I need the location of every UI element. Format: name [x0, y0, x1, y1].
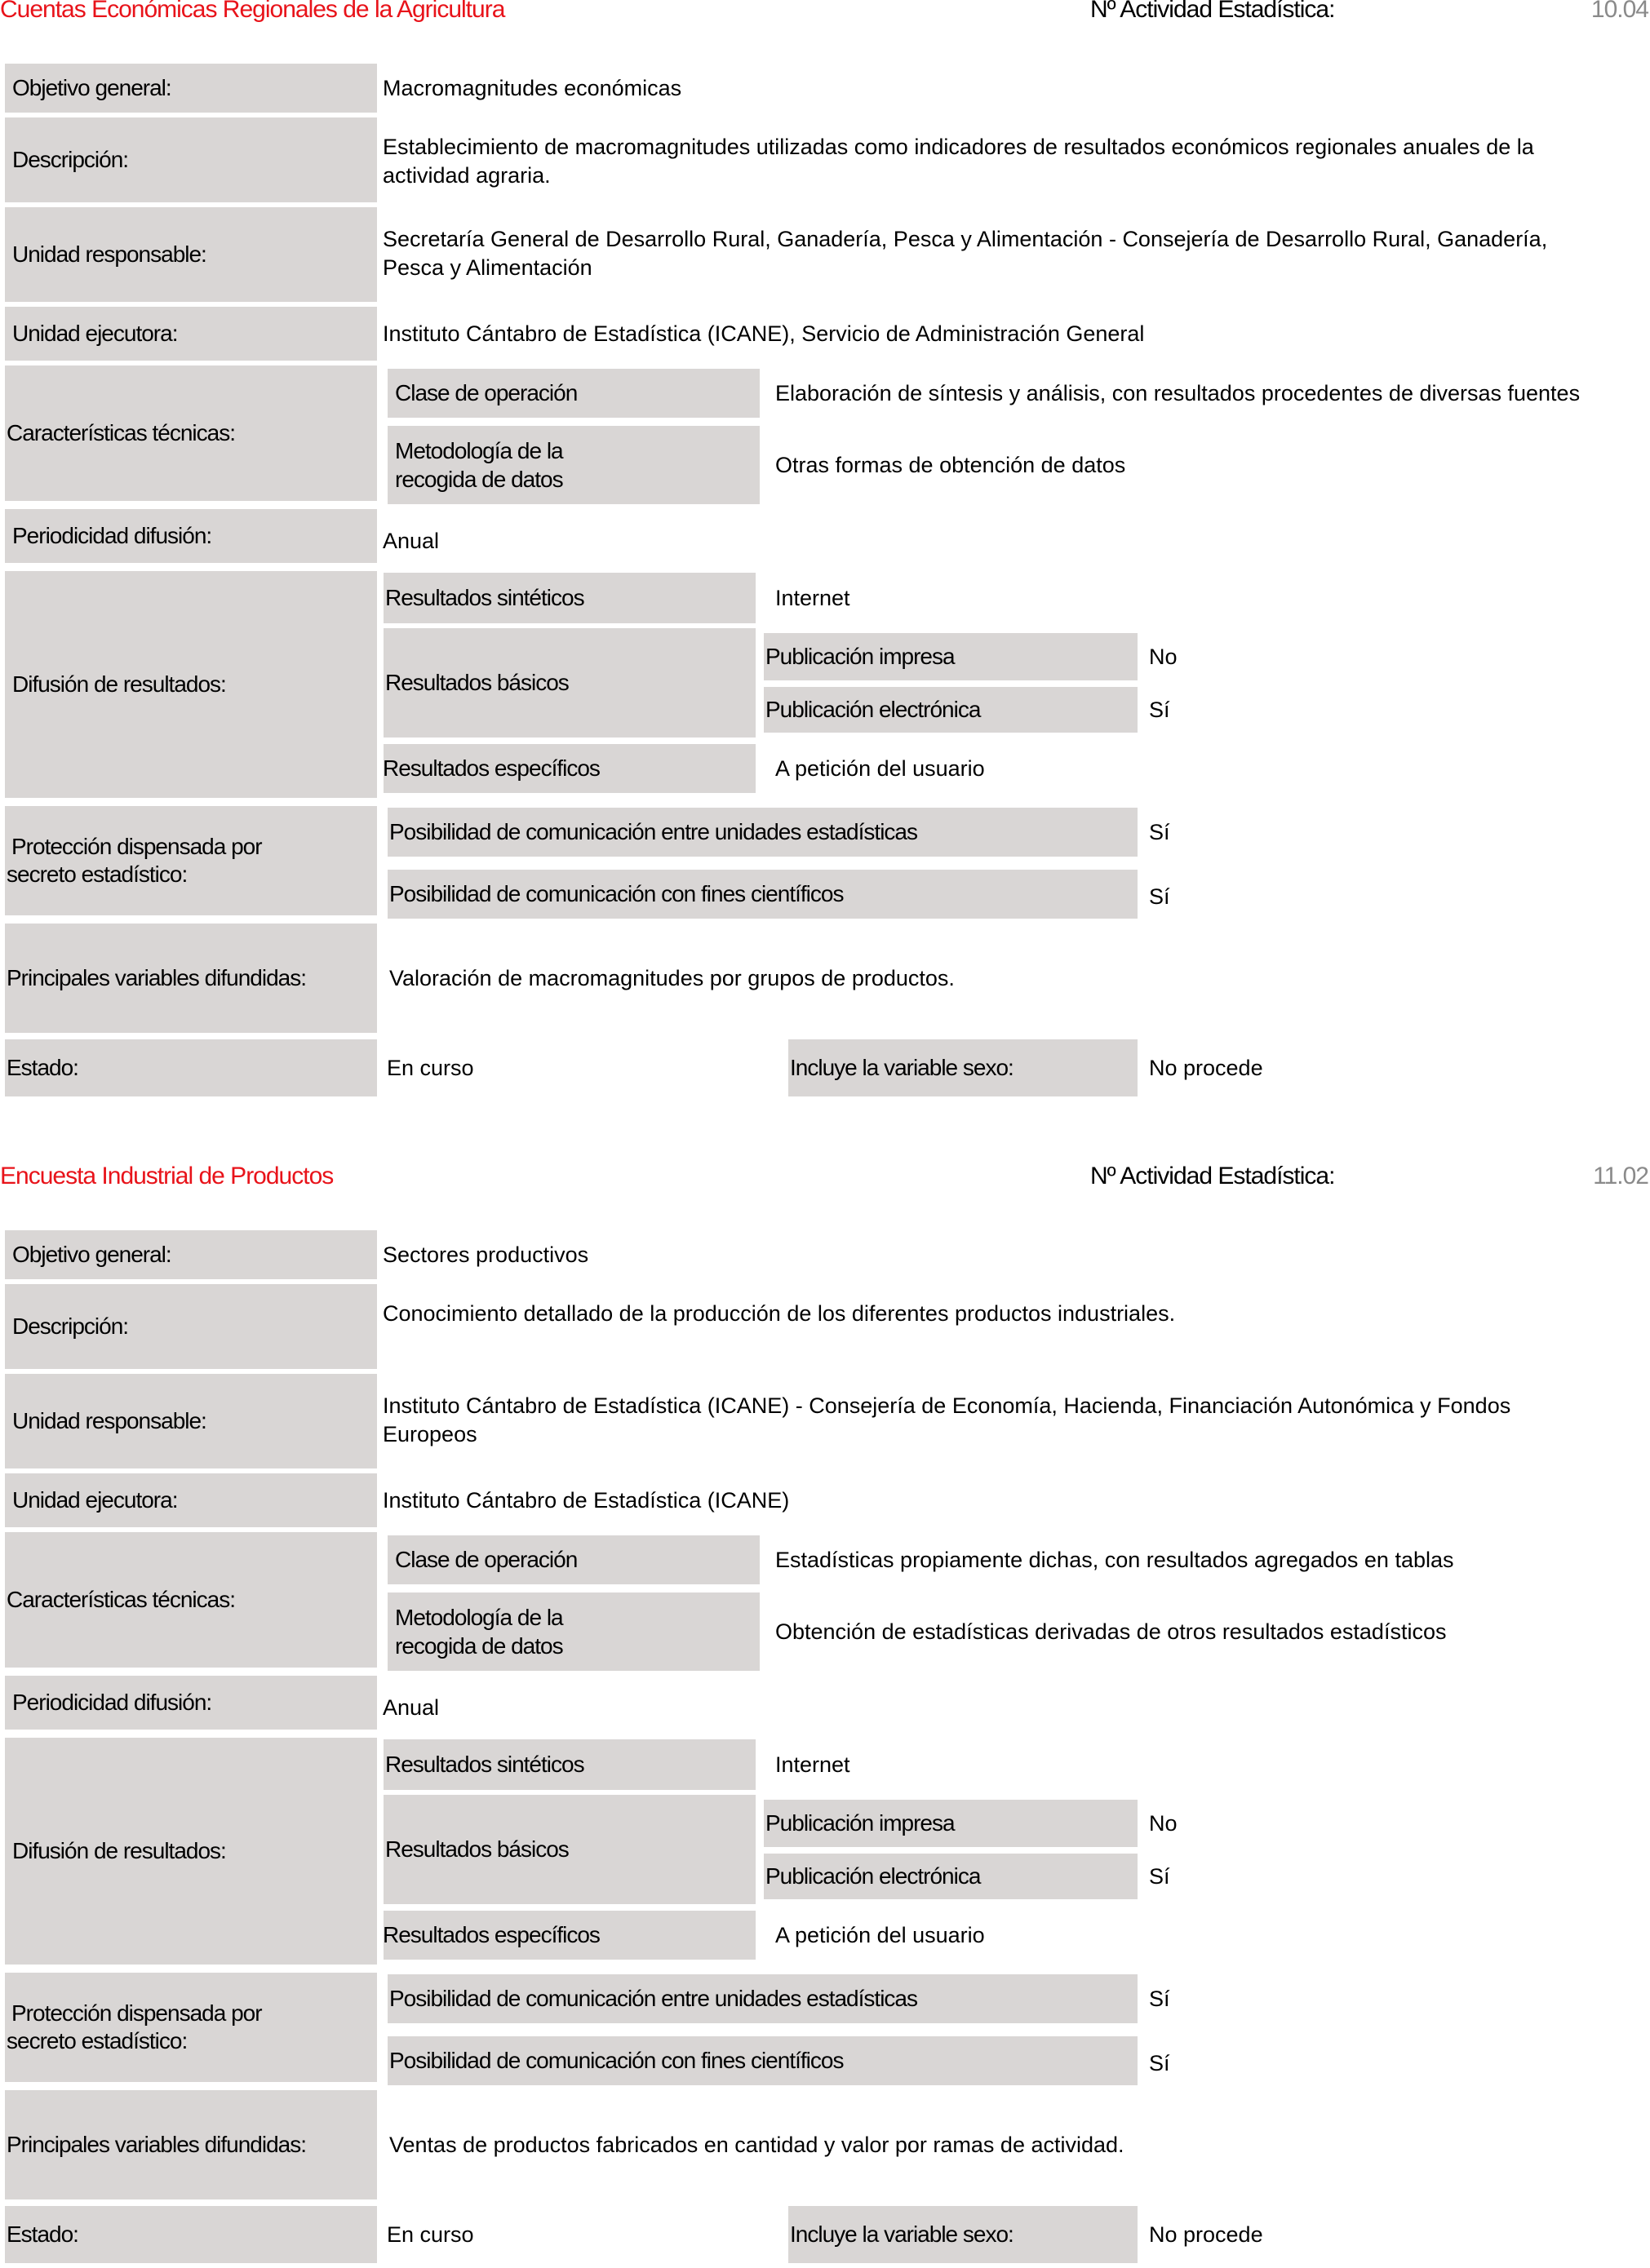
estado-value: En curso [387, 1056, 474, 1080]
descripcion-value-line2: actividad agraria. [383, 163, 551, 188]
publicacion-electronica-value: Sí [1149, 1864, 1170, 1889]
unidad-ejecutora-value: Instituto Cántabro de Estadística (ICANE), Servicio de Administración General [383, 321, 1145, 346]
descripcion-value-line1: Establecimiento de macromagnitudes utilizadas como indicadores de resultados económicos regionales anuales de la [383, 135, 1534, 159]
periodicidad-value: Anual [383, 1695, 440, 1720]
resultados-especificos-value: A petición del usuario [775, 756, 985, 781]
unidad-responsable-value-line1: Secretaría General de Desarrollo Rural, Ganadería, Pesca y Alimentación - Consejería de Desarrollo Rural, Ganadería, [383, 227, 1548, 251]
principales-variables-value: Ventas de productos fabricados en cantidad y valor por ramas de actividad. [389, 2133, 1124, 2157]
posibilidad-unidades-value: Sí [1149, 820, 1170, 844]
incluye-sexo-label: Incluye la variable sexo: [790, 1055, 1014, 1080]
publicacion-electronica-label: Publicación electrónica [765, 1863, 981, 1889]
incluye-sexo-value: No procede [1149, 1056, 1263, 1080]
posibilidad-fines-label: Posibilidad de comunicación con fines científicos [389, 2048, 844, 2073]
publicacion-electronica-value: Sí [1149, 698, 1170, 722]
metodologia-label-line2: recogida de datos [395, 467, 563, 492]
caracteristicas-label: Características técnicas: [7, 420, 235, 445]
publicacion-impresa-label: Publicación impresa [765, 644, 955, 669]
principales-variables-label: Principales variables difundidas: [7, 2132, 306, 2157]
posibilidad-unidades-label: Posibilidad de comunicación entre unidades estadísticas [389, 819, 917, 844]
estado-label: Estado: [7, 2221, 78, 2247]
label-cell [5, 806, 377, 915]
resultados-sinteticos-label: Resultados sintéticos [385, 1752, 584, 1777]
activity-section [0, 1163, 1650, 2268]
clase-operacion-label: Clase de operación [395, 380, 578, 405]
proteccion-label-line2: secreto estadístico: [7, 862, 188, 887]
descripcion-value-line1: Conocimiento detallado de la producción de los diferentes productos industriales. [383, 1301, 1176, 1326]
clase-operacion-label: Clase de operación [395, 1547, 578, 1572]
posibilidad-fines-label: Posibilidad de comunicación con fines científicos [389, 881, 844, 906]
principales-variables-value: Valoración de macromagnitudes por grupos de productos. [389, 966, 955, 990]
resultados-sinteticos-label: Resultados sintéticos [385, 585, 584, 610]
difusion-label: Difusión de resultados: [12, 1838, 226, 1863]
metodologia-label-line2: recogida de datos [395, 1633, 563, 1659]
posibilidad-fines-value: Sí [1149, 2051, 1170, 2075]
objetivo-label: Objetivo general: [12, 1242, 171, 1267]
unidad-ejecutora-label: Unidad ejecutora: [12, 321, 178, 346]
metodologia-label-line1: Metodología de la [395, 438, 563, 463]
activity-title: Encuesta Industrial de Productos [0, 1163, 334, 1189]
activity-number: 11.02 [1593, 1163, 1648, 1189]
proteccion-label-line1: Protección dispensada por [11, 2000, 262, 2026]
activity-number: 10.04 [1590, 0, 1648, 23]
activity-section [0, 0, 1650, 1101]
resultados-especificos-label: Resultados específicos [383, 755, 600, 781]
resultados-sinteticos-value: Internet [775, 586, 850, 610]
objetivo-label: Objetivo general: [12, 75, 171, 100]
difusion-label: Difusión de resultados: [12, 671, 226, 697]
posibilidad-fines-value: Sí [1149, 884, 1170, 909]
resultados-especificos-value: A petición del usuario [775, 1923, 985, 1947]
periodicidad-value: Anual [383, 529, 440, 553]
clase-operacion-value: Elaboración de síntesis y análisis, con resultados procedentes de diversas fuentes [775, 381, 1581, 405]
proteccion-label-line1: Protección dispensada por [11, 834, 262, 859]
resultados-especificos-label: Resultados específicos [383, 1922, 600, 1947]
activity-number-label: Nº Actividad Estadística: [1090, 0, 1335, 23]
unidad-responsable-value-line2: Pesca y Alimentación [383, 255, 592, 280]
publicacion-electronica-label: Publicación electrónica [765, 697, 981, 722]
unidad-responsable-label: Unidad responsable: [12, 241, 206, 267]
label-cell [5, 1973, 377, 2082]
periodicidad-label: Periodicidad difusión: [12, 523, 212, 548]
proteccion-label-line2: secreto estadístico: [7, 2028, 188, 2053]
descripcion-label: Descripción: [12, 147, 129, 172]
estado-label: Estado: [7, 1055, 78, 1080]
resultados-basicos-label: Resultados básicos [385, 1836, 569, 1862]
metodologia-value: Obtención de estadísticas derivadas de otros resultados estadísticos [775, 1619, 1447, 1644]
resultados-basicos-label: Resultados básicos [385, 670, 569, 695]
incluye-sexo-label: Incluye la variable sexo: [790, 2221, 1014, 2247]
metodologia-label-line1: Metodología de la [395, 1605, 563, 1630]
unidad-responsable-label: Unidad responsable: [12, 1408, 206, 1433]
resultados-sinteticos-value: Internet [775, 1752, 850, 1777]
unidad-responsable-value-line1: Instituto Cántabro de Estadística (ICANE) - Consejería de Economía, Hacienda, Financiación Autonómica y Fondos [383, 1393, 1511, 1418]
activity-number-label: Nº Actividad Estadística: [1090, 1163, 1335, 1189]
publicacion-impresa-value: No [1149, 645, 1178, 669]
objetivo-value: Sectores productivos [383, 1243, 589, 1267]
unidad-ejecutora-value: Instituto Cántabro de Estadística (ICANE) [383, 1488, 790, 1513]
objetivo-value: Macromagnitudes económicas [383, 76, 682, 100]
principales-variables-label: Principales variables difundidas: [7, 965, 306, 990]
estado-value: En curso [387, 2222, 474, 2247]
posibilidad-unidades-value: Sí [1149, 1987, 1170, 2011]
metodologia-value: Otras formas de obtención de datos [775, 453, 1126, 477]
incluye-sexo-value: No procede [1149, 2222, 1263, 2247]
activity-title: Cuentas Económicas Regionales de la Agricultura [0, 0, 505, 23]
descripcion-label: Descripción: [12, 1313, 129, 1339]
periodicidad-label: Periodicidad difusión: [12, 1690, 212, 1715]
caracteristicas-label: Características técnicas: [7, 1587, 235, 1612]
unidad-ejecutora-label: Unidad ejecutora: [12, 1487, 178, 1513]
unidad-responsable-value-line2: Europeos [383, 1422, 477, 1446]
publicacion-impresa-label: Publicación impresa [765, 1810, 955, 1836]
publicacion-impresa-value: No [1149, 1811, 1178, 1836]
posibilidad-unidades-label: Posibilidad de comunicación entre unidades estadísticas [389, 1986, 917, 2011]
clase-operacion-value: Estadísticas propiamente dichas, con resultados agregados en tablas [775, 1548, 1454, 1572]
